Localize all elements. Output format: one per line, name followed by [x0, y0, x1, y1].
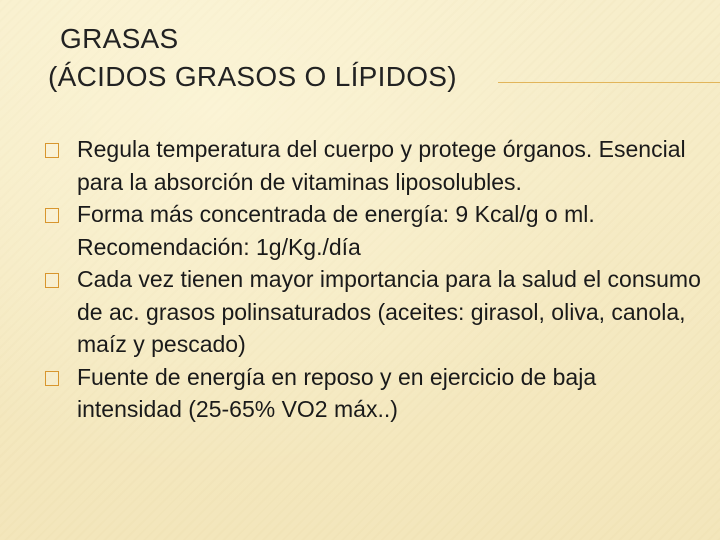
list-item	[44, 263, 704, 361]
bullet-text: Fuente de energía en reposo y en ejercicio de baja intensidad (25-65% VO2 máx..)	[77, 363, 597, 422]
list-item	[44, 361, 704, 426]
box-bullet-icon	[44, 361, 77, 393]
bullet-text: Regula temperatura del cuerpo y protege órganos. Esencial para la absorción de vitaminas liposolubles.	[77, 136, 686, 195]
box-bullet-icon	[44, 198, 77, 230]
box-bullet-icon	[44, 263, 77, 295]
title-underline	[498, 82, 720, 83]
bullet-text: Cada vez tienen mayor importancia para la salud el consumo de ac. grasos polinsaturados (aceites: girasol, oliva, canola, maíz y pescado)	[77, 266, 701, 357]
slide-title	[48, 20, 708, 96]
title-line-2: (ÁCIDOS GRASOS O LÍPIDOS)	[48, 61, 457, 92]
list-item	[44, 133, 704, 198]
title-line-1: GRASAS	[60, 23, 179, 54]
box-bullet-icon	[44, 133, 77, 165]
bullet-list	[44, 133, 704, 426]
bullet-text: Forma más concentrada de energía: 9 Kcal/g o ml. Recomendación: 1g/Kg./día	[77, 201, 595, 260]
list-item	[44, 198, 704, 263]
